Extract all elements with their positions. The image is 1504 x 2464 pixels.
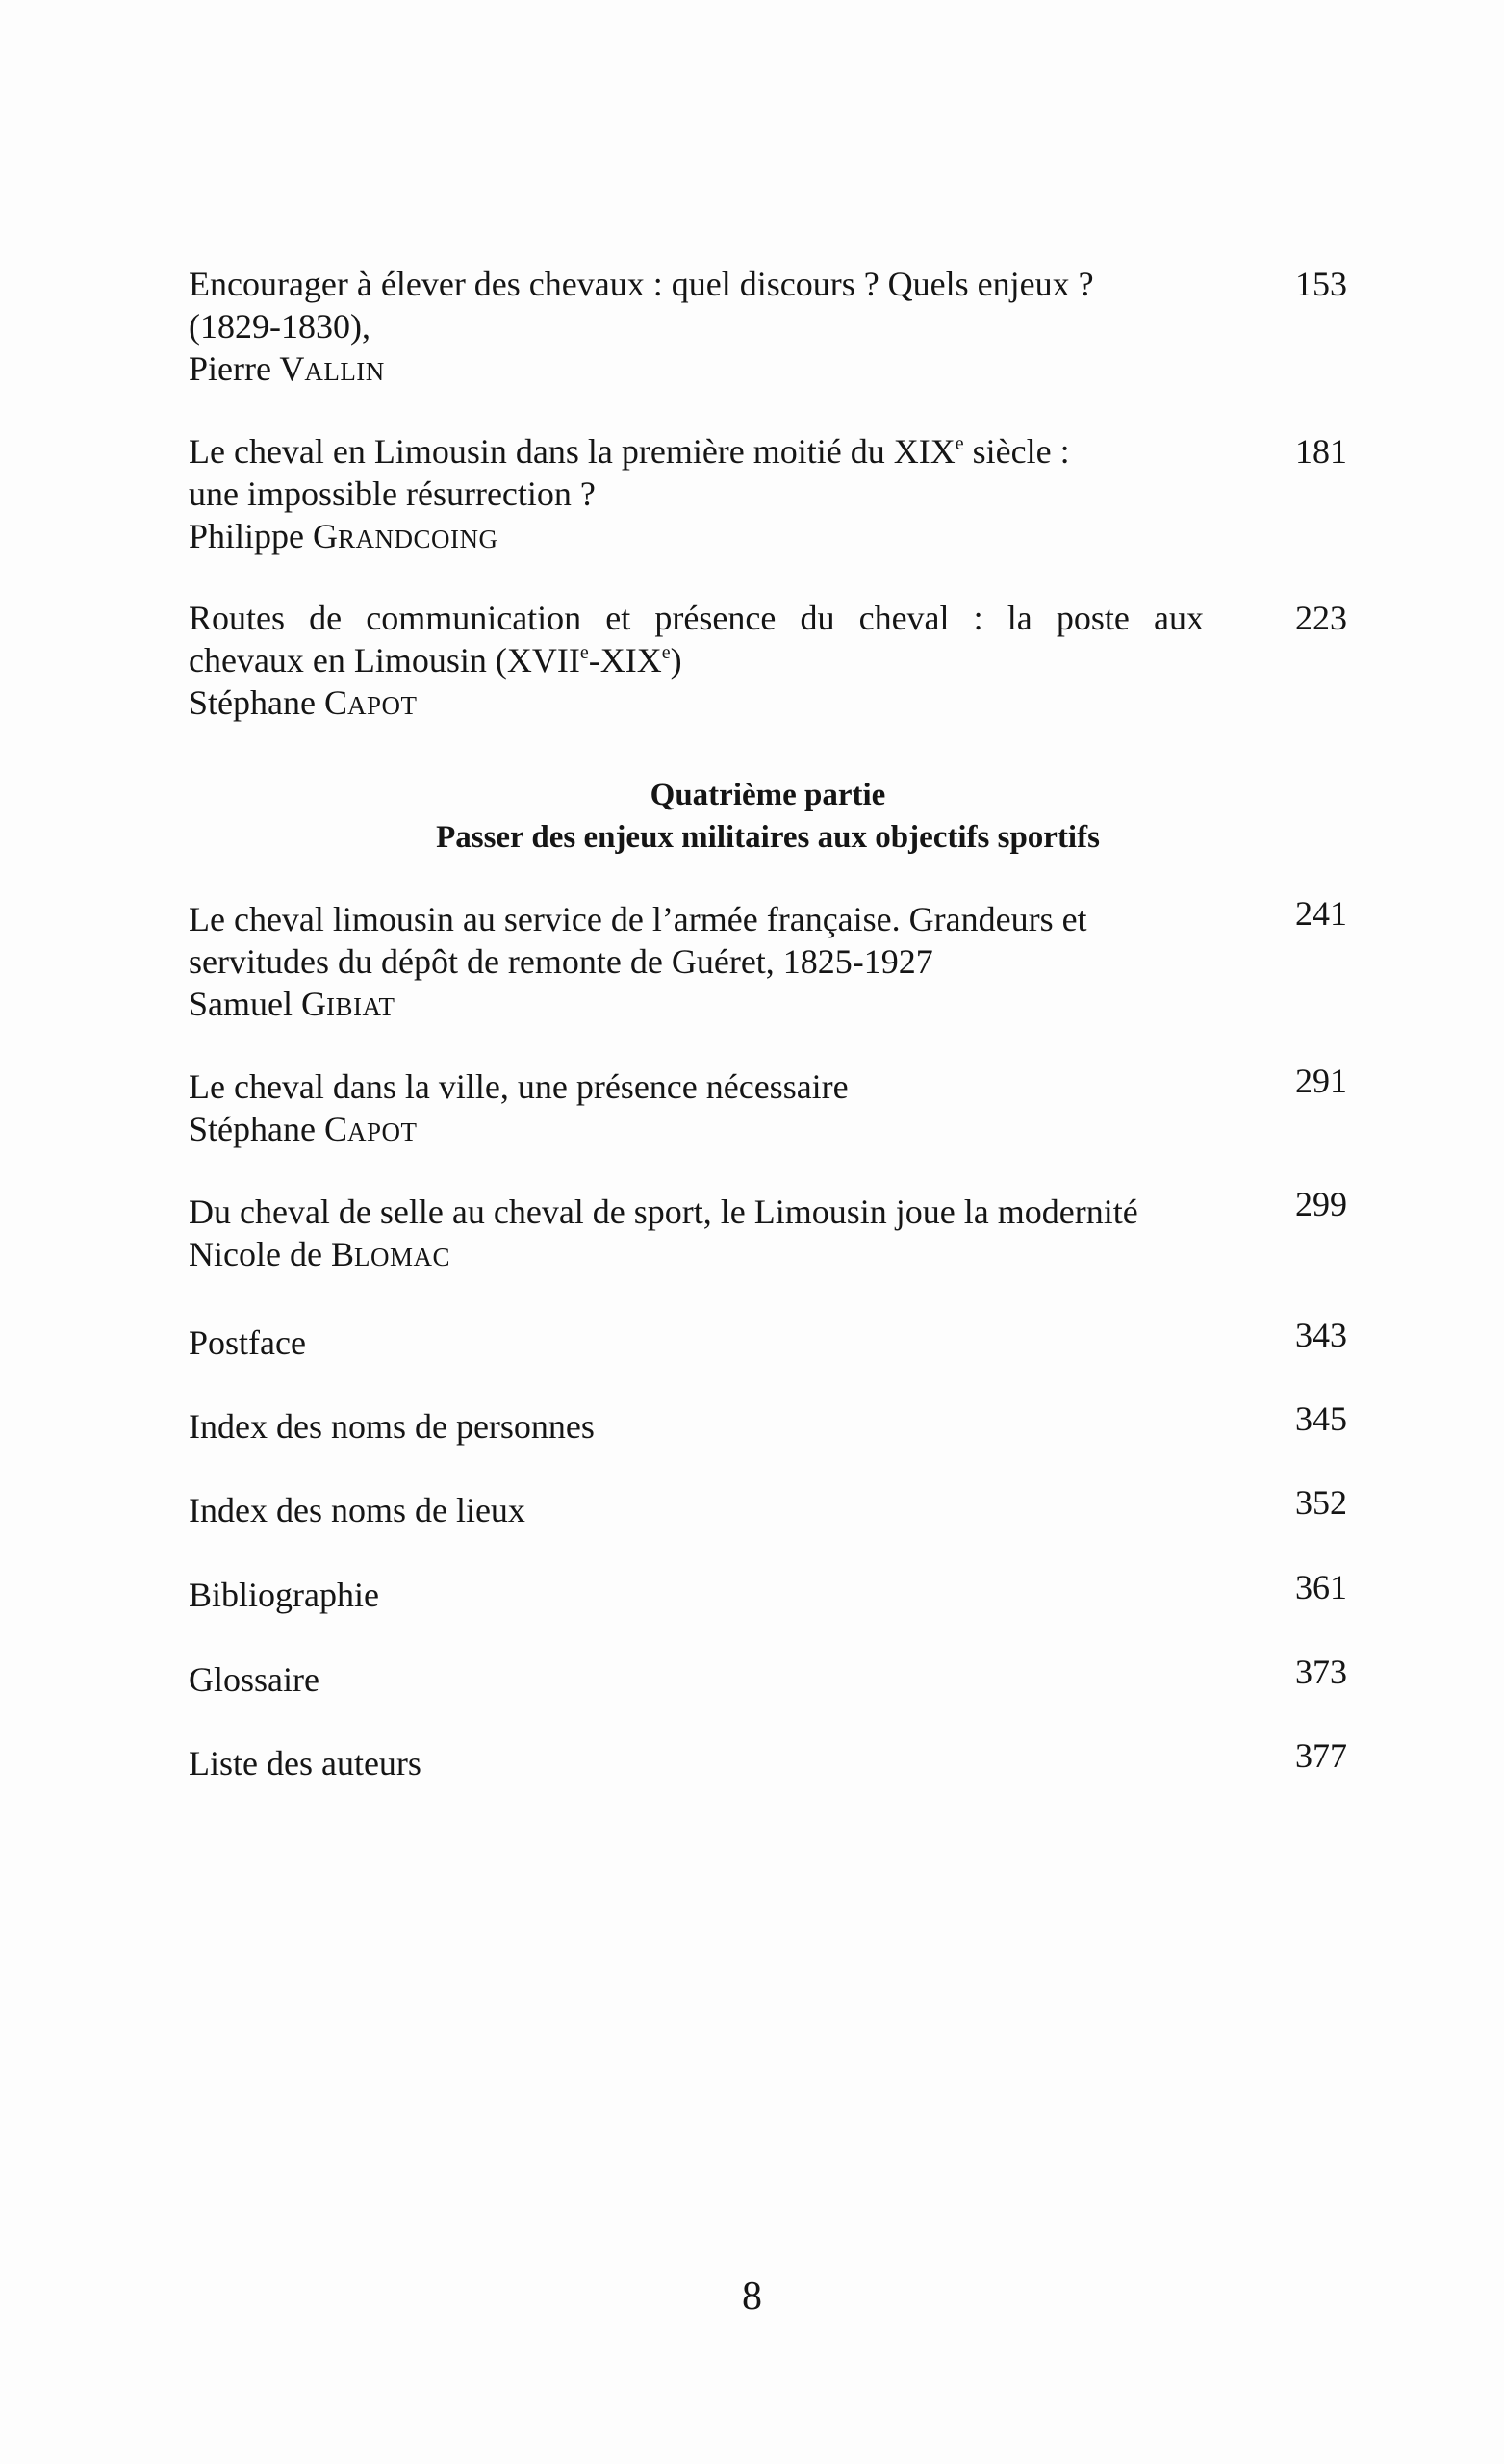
toc-entry-text (189, 1191, 1237, 1278)
entry-page-number: 223 (1295, 599, 1347, 637)
entry-title-line: Le cheval dans la ville, une présence nécessaire (189, 1067, 849, 1106)
entry-title-line: une impossible résurrection ? (189, 475, 596, 513)
back-matter-label: Liste des auteurs (189, 1744, 421, 1783)
entry-title-line: Le cheval en Limousin dans la première moitié du XIXe siècle : (189, 432, 1070, 471)
toc-entry-text (189, 597, 1237, 727)
toc-entry-text (189, 1065, 1237, 1153)
toc-entry-text (189, 898, 1237, 1028)
entry-title-line: Routes de communication et présence du cheval : la poste aux (189, 599, 1204, 637)
entry-author: Philippe GRANDCOING (189, 517, 498, 555)
entry-page-number: 345 (1295, 1399, 1347, 1438)
entry-page-number: 291 (1295, 1062, 1347, 1100)
entry-title-line: (1829-1830), (189, 307, 370, 346)
entry-page-number: 352 (1295, 1483, 1347, 1522)
section-title: Quatrième partie (650, 778, 886, 812)
entry-title-line: chevaux en Limousin (XVIIe-XIXe) (189, 641, 682, 680)
back-matter-label: Index des noms de lieux (189, 1491, 525, 1529)
section-heading (189, 774, 1347, 859)
back-matter-label: Index des noms de personnes (189, 1407, 595, 1446)
entry-page-number: 241 (1295, 894, 1347, 933)
entry-title-line: Le cheval limousin au service de l’armée française. Grandeurs et (189, 900, 1087, 938)
entry-author: Samuel GIBIAT (189, 985, 395, 1023)
entry-page-number: 153 (1295, 265, 1347, 303)
entry-page-number: 343 (1295, 1316, 1347, 1354)
entry-title-line: servitudes du dépôt de remonte de Guéret, 1825-1927 (189, 942, 933, 981)
back-matter-label: Bibliographie (189, 1576, 379, 1614)
entry-author: Pierre VALLIN (189, 349, 385, 388)
toc-entry-text (189, 263, 1237, 393)
page-number-footer: 8 (742, 2274, 762, 2319)
entry-author: Nicole de BLOMAC (189, 1235, 450, 1273)
entry-page-number: 299 (1295, 1185, 1347, 1223)
entry-title-line: Du cheval de selle au cheval de sport, le Limousin joue la modernité (189, 1193, 1138, 1231)
entry-page-number: 373 (1295, 1653, 1347, 1691)
toc-entry-text (189, 430, 1237, 560)
entry-page-number: 377 (1295, 1736, 1347, 1775)
entry-page-number: 181 (1295, 432, 1347, 471)
entry-title-line: Encourager à élever des chevaux : quel discours ? Quels enjeux ? (189, 265, 1094, 303)
section-subtitle: Passer des enjeux militaires aux objectifs sportifs (436, 820, 1100, 855)
entry-author: Stéphane CAPOT (189, 1110, 418, 1148)
entry-page-number: 361 (1295, 1568, 1347, 1606)
back-matter-label: Glossaire (189, 1660, 319, 1699)
back-matter-label: Postface (189, 1323, 306, 1362)
entry-author: Stéphane CAPOT (189, 683, 418, 722)
